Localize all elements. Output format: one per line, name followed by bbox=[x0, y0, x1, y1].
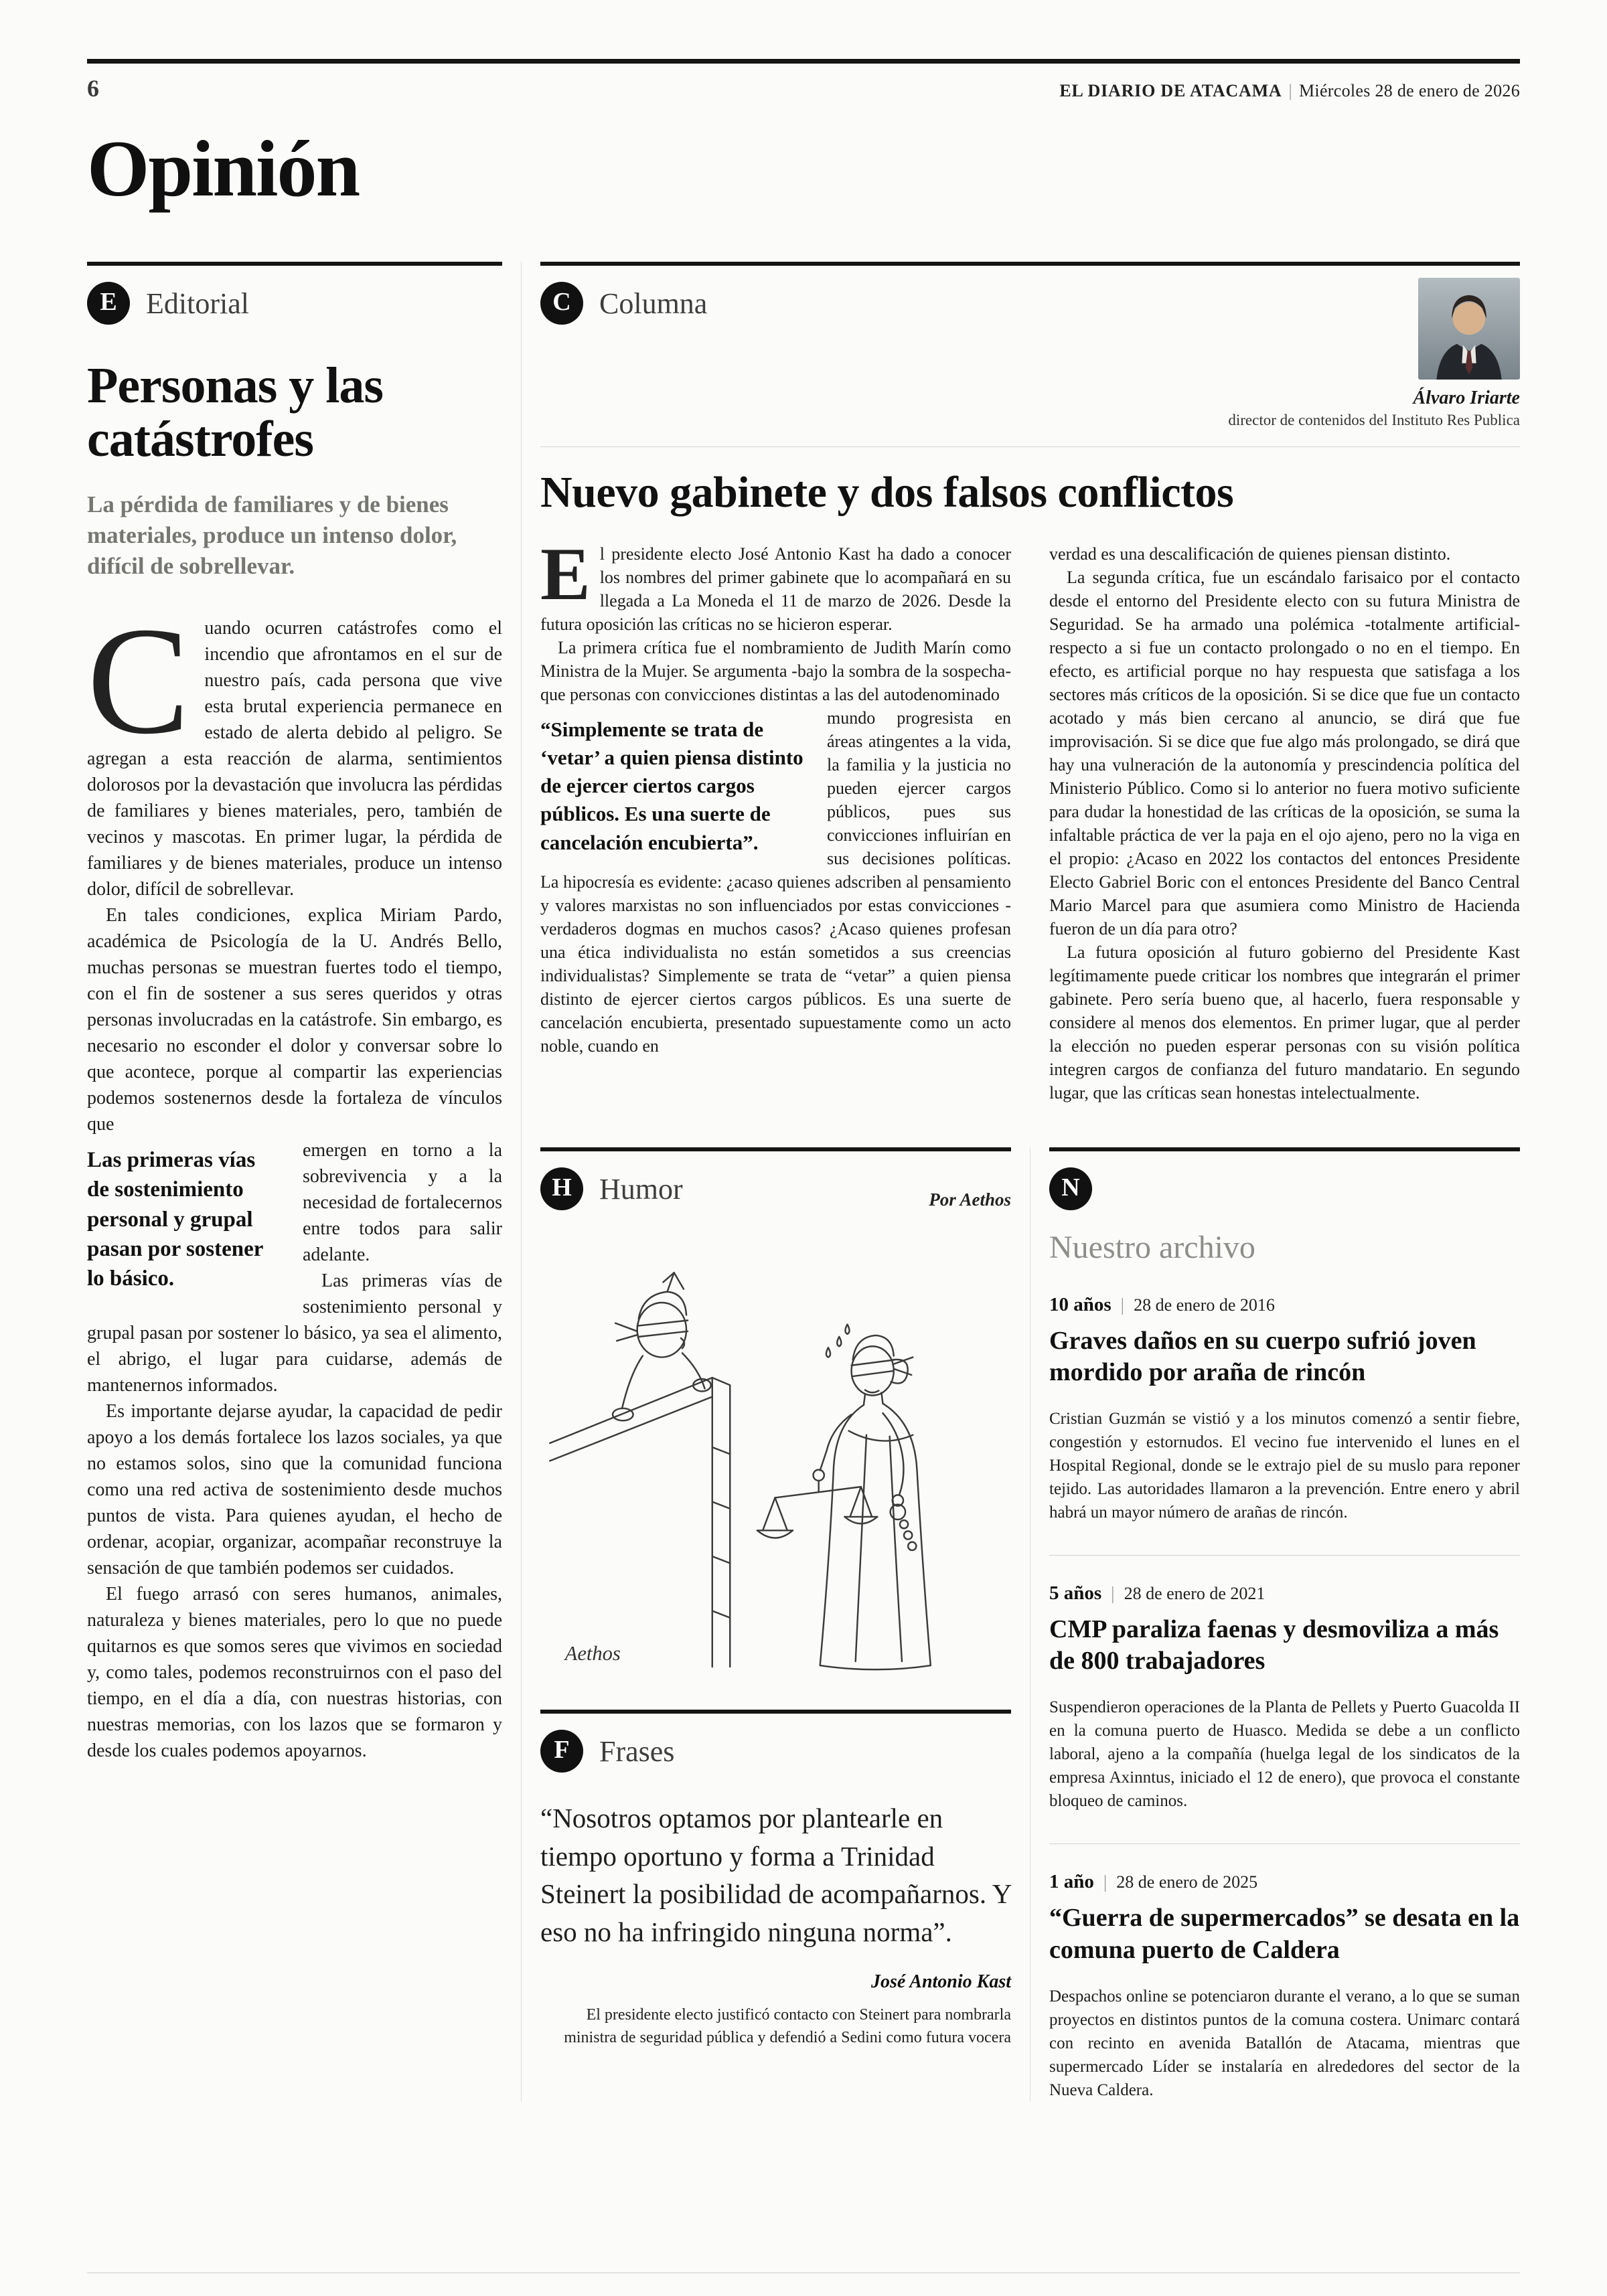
columna-section-header bbox=[540, 262, 1520, 446]
editorial-paragraph: Las primeras vías de sostenimiento personal y grupal pasan por sostener lo básico, ya sea el alimento, el abrigo, el lugar para cuidarse, además de mantenernos informados. bbox=[87, 1270, 502, 1396]
archivo-entry-meta bbox=[1049, 1582, 1520, 1605]
editorial-paragraph: El fuego arrasó con seres humanos, animales, naturaleza y bienes materiales, pero lo que no puede quitarnos es que somos seres que vivimos en sociedad y, como tales, podemos reconstruirnos con el paso del tiempo, en el día a día, con nuestras historias, con nuestras memorias, con los lazos que se formaron y desde los cuales podemos apoyarnos. bbox=[87, 1584, 502, 1762]
columna-headline: Nuevo gabinete y dos falsos conflictos bbox=[540, 446, 1520, 518]
frases-icon: F bbox=[540, 1730, 583, 1773]
archivo-entry-body: Despachos online se potenciaron durante el verano, a lo que se suman proyectos en distintos puntos de la comuna costera. Unimarc contará con recinto en avenida Batallón de Atacama, mientras que supermercado Líder se instalaría en alrededores del sector de la Nueva Caldera. bbox=[1049, 1987, 1520, 2099]
archivo-entry bbox=[1049, 1871, 1520, 2101]
lower-grid bbox=[540, 1147, 1520, 2102]
archivo-entry-headline: Graves daños en su cuerpo sufrió joven mordido por araña de rincón bbox=[1049, 1327, 1476, 1387]
archivo-entry-age: 10 años bbox=[1049, 1294, 1112, 1315]
archivo-entry-headline: “Guerra de supermercados” se desata en la comuna puerto de Caldera bbox=[1049, 1904, 1520, 1964]
columna-text-column-2 bbox=[1049, 542, 1520, 1104]
masthead-title: EL DIARIO DE ATACAMA bbox=[1059, 81, 1282, 100]
editorial-paragraph bbox=[87, 595, 502, 902]
masthead-date: Miércoles 28 de enero de 2026 bbox=[1299, 81, 1520, 100]
author-name: Álvaro Iriarte bbox=[1413, 388, 1520, 408]
editorial-headline: Personas y las catástrofes bbox=[87, 357, 383, 467]
editorial-paragraph: emergen en torno a la sobrevivencia y a la necesidad de fortalecernos entre todos para salir adelante. bbox=[303, 1140, 502, 1266]
archivo-entry-date: 28 de enero de 2021 bbox=[1124, 1584, 1266, 1604]
page-header bbox=[87, 59, 1520, 102]
frases-caption: El presidente electo justificó contacto con Steinert para nombrarla ministra de seguridad pública y defendió a Sedini como futura vocera bbox=[564, 2005, 1011, 2047]
cartoon-illustration bbox=[540, 1229, 1011, 1672]
archivo-entry-meta bbox=[1049, 1871, 1520, 1893]
editorial-paragraph-text: uando ocurren catástrofes como el incendio que afrontamos en el sur de nuestro país, cada persona que vive esta brutal experiencia permanece en estado de alerta debido al peligro. Se agregan a esta reacción de alarma, sentimientos dolorosos por la devastación que involucra las pérdidas de familiares y bienes materiales, pero, también de vecinos y mascotas. En primer lugar, la pérdida de familiares y de bienes materiales, produce un intenso dolor, difícil de sobrellevar. bbox=[87, 618, 502, 900]
archivo-meta-separator: | bbox=[1103, 1872, 1107, 1892]
humor-section-header bbox=[540, 1147, 1011, 1210]
columna-icon: C bbox=[540, 282, 583, 325]
columna-label: Columna bbox=[599, 286, 708, 320]
frases-section bbox=[540, 1710, 1011, 2050]
cartoon-signature: Aethos bbox=[564, 1641, 621, 1665]
columna-paragraph bbox=[540, 533, 1011, 636]
column-divider bbox=[502, 262, 540, 2102]
archivo-entry-body: Suspendieron operaciones de la Planta de Pellets y Puerto Guacolda II en la comuna puerto de Huasco. Medida se debe a un conflicto laboral, ajeno a la compañía (huelga legal de los sindicatos de la empresa Axinntus, iniciado el 12 de enero), que provoca el constante bloqueo de caminos. bbox=[1049, 1698, 1520, 1811]
divider-line bbox=[521, 262, 522, 2102]
main-grid bbox=[87, 262, 1520, 2102]
columna-paragraph: verdad es una descalificación de quienes piensan distinto. bbox=[1049, 544, 1451, 564]
editorial-paragraph: Es importante dejarse ayudar, la capacidad de pedir apoyo a los demás fortalece los lazos sociales, ya que no estamos solos, sino que la comunidad funciona como una red activa de sostenimiento desde muchos puntos de vista. Para quienes ayudan, el hecho de ordenar, acopiar, organizar, acompañar reconstruye la sensación de que también podemos ser cuidados. bbox=[87, 1401, 502, 1579]
columna-dropcap: E bbox=[540, 533, 591, 616]
archivo-divider bbox=[1049, 1843, 1520, 1844]
archivo-column bbox=[1049, 1147, 1520, 2102]
archivo-section-header bbox=[1049, 1147, 1520, 1210]
archivo-section bbox=[1049, 1147, 1520, 2102]
editorial-label: Editorial bbox=[146, 286, 249, 320]
archivo-title: Nuestro archivo bbox=[1049, 1230, 1255, 1265]
author-portrait-illustration bbox=[1418, 278, 1520, 380]
humor-icon: H bbox=[540, 1167, 583, 1210]
column-divider bbox=[1011, 1147, 1049, 2102]
page-title: Opinión bbox=[87, 124, 360, 213]
frases-attribution: José Antonio Kast bbox=[870, 1971, 1011, 1992]
editorial-section-header bbox=[87, 262, 502, 325]
columna-section bbox=[540, 262, 1520, 1104]
columna-paragraph: La futura oposición al futuro gobierno del Presidente Kast legítimamente puede criticar los nombres que integrarán el primer gabinete. Pero sería bueno que, al hacerlo, fuera responsable y considere al menos dos elementos. En primer lugar, que al perder la elección no pueden esperar personas con su visión política integren cargos de confianza del futuro mandatario. En segundo lugar, que las críticas sean honestas intelectualmente. bbox=[1049, 942, 1520, 1102]
archivo-entry-date: 28 de enero de 2025 bbox=[1116, 1872, 1258, 1892]
frases-quote: “Nosotros optamos por plantearle en tiempo oportuno y forma a Trinidad Steinert la posibilidad de acompañarnos. Y eso no ha infringido ninguna norma”. bbox=[540, 1803, 1011, 1947]
columna-body bbox=[540, 533, 1520, 1104]
columna-paragraph: La primera crítica fue el nombramiento de Judith Marín como Ministra de la Mujer. Se argumenta -bajo la sombra de la sospecha- que personas con convicciones distintas a las del autodenominado bbox=[540, 638, 1011, 704]
archivo-entry-headline: CMP paraliza faenas y desmoviliza a más de 800 trabajadores bbox=[1049, 1615, 1499, 1675]
archivo-icon: N bbox=[1049, 1167, 1092, 1210]
archivo-entry-age: 5 años bbox=[1049, 1582, 1102, 1605]
archivo-entry-age: 1 año bbox=[1049, 1871, 1094, 1893]
archivo-entry-date: 28 de enero de 2016 bbox=[1134, 1295, 1275, 1315]
masthead bbox=[1059, 81, 1520, 101]
main-area bbox=[540, 262, 1520, 2102]
archivo-entry-meta bbox=[1049, 1294, 1520, 1316]
masthead-separator: | bbox=[1288, 81, 1293, 100]
columna-paragraph: La segunda crítica, fue un escándalo farisaico por el contacto desde el entorno del Presidente electo con su futura Ministra de Seguridad. Se ha armado una polémica -totalmente artificial- respecto a si fue un contacto prolongado o no en el tiempo. En efecto, es artificial porque no hay respuesta que satisfaga a los sectores más críticos de la oposición. Si se dice que fue un contacto acotado y más bien cercano al anuncio, se dirá que fue improvisación. Si se dice que fue algo más prolongado, se dirá que hay una vulneración de la autonomía y prescindencia política del Ministerio Público. Como si lo anterior no fuera motivo suficiente para dudar la honestidad de las críticas de la oposición, se suma la infaltable práctica de ver la paja en el ojo ajeno, pero no la viga en el propio: ¿Acaso en 2022 los contactos del entonces Presidente Electo Gabriel Boric con el entonces Presidente del Banco Central Mario Marcel para que asumiera como Ministro de Hacienda fueron de un día para otro? bbox=[1049, 568, 1520, 938]
editorial-dropcap: C bbox=[87, 595, 190, 766]
author-block bbox=[1091, 278, 1520, 429]
archivo-divider bbox=[1049, 1555, 1520, 1556]
editorial-column bbox=[87, 262, 502, 2102]
editorial-pullquote: Las primeras vías de sostenimiento personal y grupal pasan por sostener lo básico. bbox=[87, 1148, 263, 1291]
archivo-meta-separator: | bbox=[1111, 1583, 1115, 1604]
archivo-entry bbox=[1049, 1294, 1520, 1524]
columna-text-column-1 bbox=[540, 533, 1011, 1104]
frases-label: Frases bbox=[599, 1734, 675, 1768]
page-number: 6 bbox=[87, 75, 99, 102]
author-role: director de contenidos del Instituto Res Publica bbox=[1228, 412, 1520, 428]
humor-frases-column bbox=[540, 1147, 1011, 2102]
columna-pullquote: “Simplemente se trata de ‘vetar’ a quien piensa distinto de ejercer ciertos cargos públicos. Es una suerte de cancelación encubierta”. bbox=[540, 718, 804, 854]
humor-section bbox=[540, 1147, 1011, 1672]
frases-section-header bbox=[540, 1710, 1011, 1773]
editorial-subhead: La pérdida de familiares y de bienes materiales, produce un intenso dolor, difícil de sobrellevar. bbox=[87, 491, 457, 579]
archivo-entry-body: Cristian Guzmán se vistió y a los minutos comenzó a sentir fiebre, congestión y estornudos. El vecino fue intervenido el lunes en el Hospital Regional, donde se le extrajo piel de su muslo para reponer tejido. Las autoridades llamaron a la prevención. Entre enero y abril habrá un mayor número de arañas de rincón. bbox=[1049, 1410, 1520, 1522]
archivo-entry bbox=[1049, 1582, 1520, 1813]
humor-cartoon bbox=[540, 1229, 1011, 1672]
humor-label: Humor bbox=[599, 1172, 683, 1206]
editorial-paragraph: En tales condiciones, explica Miriam Pardo, académica de Psicología de la U. Andrés Bello, muchas personas se muestran fuertes todo el tiempo, con el fin de sostener a sus seres queridos y otras personas involucradas en la catástrofe. Sin embargo, es necesario no esconder el dolor y conversar sobre lo que acontece, porque al compartir las experiencias podemos sostenernos desde la fortaleza de vínculos que bbox=[87, 905, 502, 1135]
humor-byline: Por Aethos bbox=[929, 1190, 1011, 1210]
archivo-meta-separator: | bbox=[1120, 1295, 1125, 1315]
columna-paragraph: mundo progresista en áreas atingentes a la vida, la familia y la justicia no pueden ejercer cargos públicos, pues sus convicciones influirían en sus decisiones políticas. La hipocresía es evidente: ¿acaso quienes adscriben al pensamiento y valores marxistas no son influenciados por estas convicciones -verdaderos dogmas en muchos casos? ¿Acaso quienes profesan una ética individualista no están sometidos a sus creencias individualistas? Simplemente se trata de “vetar” a quien piensa distinto de ejercer ciertos cargos públicos. Es una suerte de cancelación encubierta, presentado supuestamente como un acto noble, cuando en bbox=[540, 708, 1011, 1056]
author-photo bbox=[1418, 278, 1520, 380]
columna-paragraph-text: l presidente electo José Antonio Kast ha dado a conocer los nombres del primer gabinete que lo acompañará en su llegada a La Moneda el 11 de marzo de 2026. Desde la futura oposición las críticas no se hicieron esperar. bbox=[540, 544, 1011, 634]
editorial-body bbox=[87, 595, 502, 1764]
editorial-icon: E bbox=[87, 282, 130, 325]
